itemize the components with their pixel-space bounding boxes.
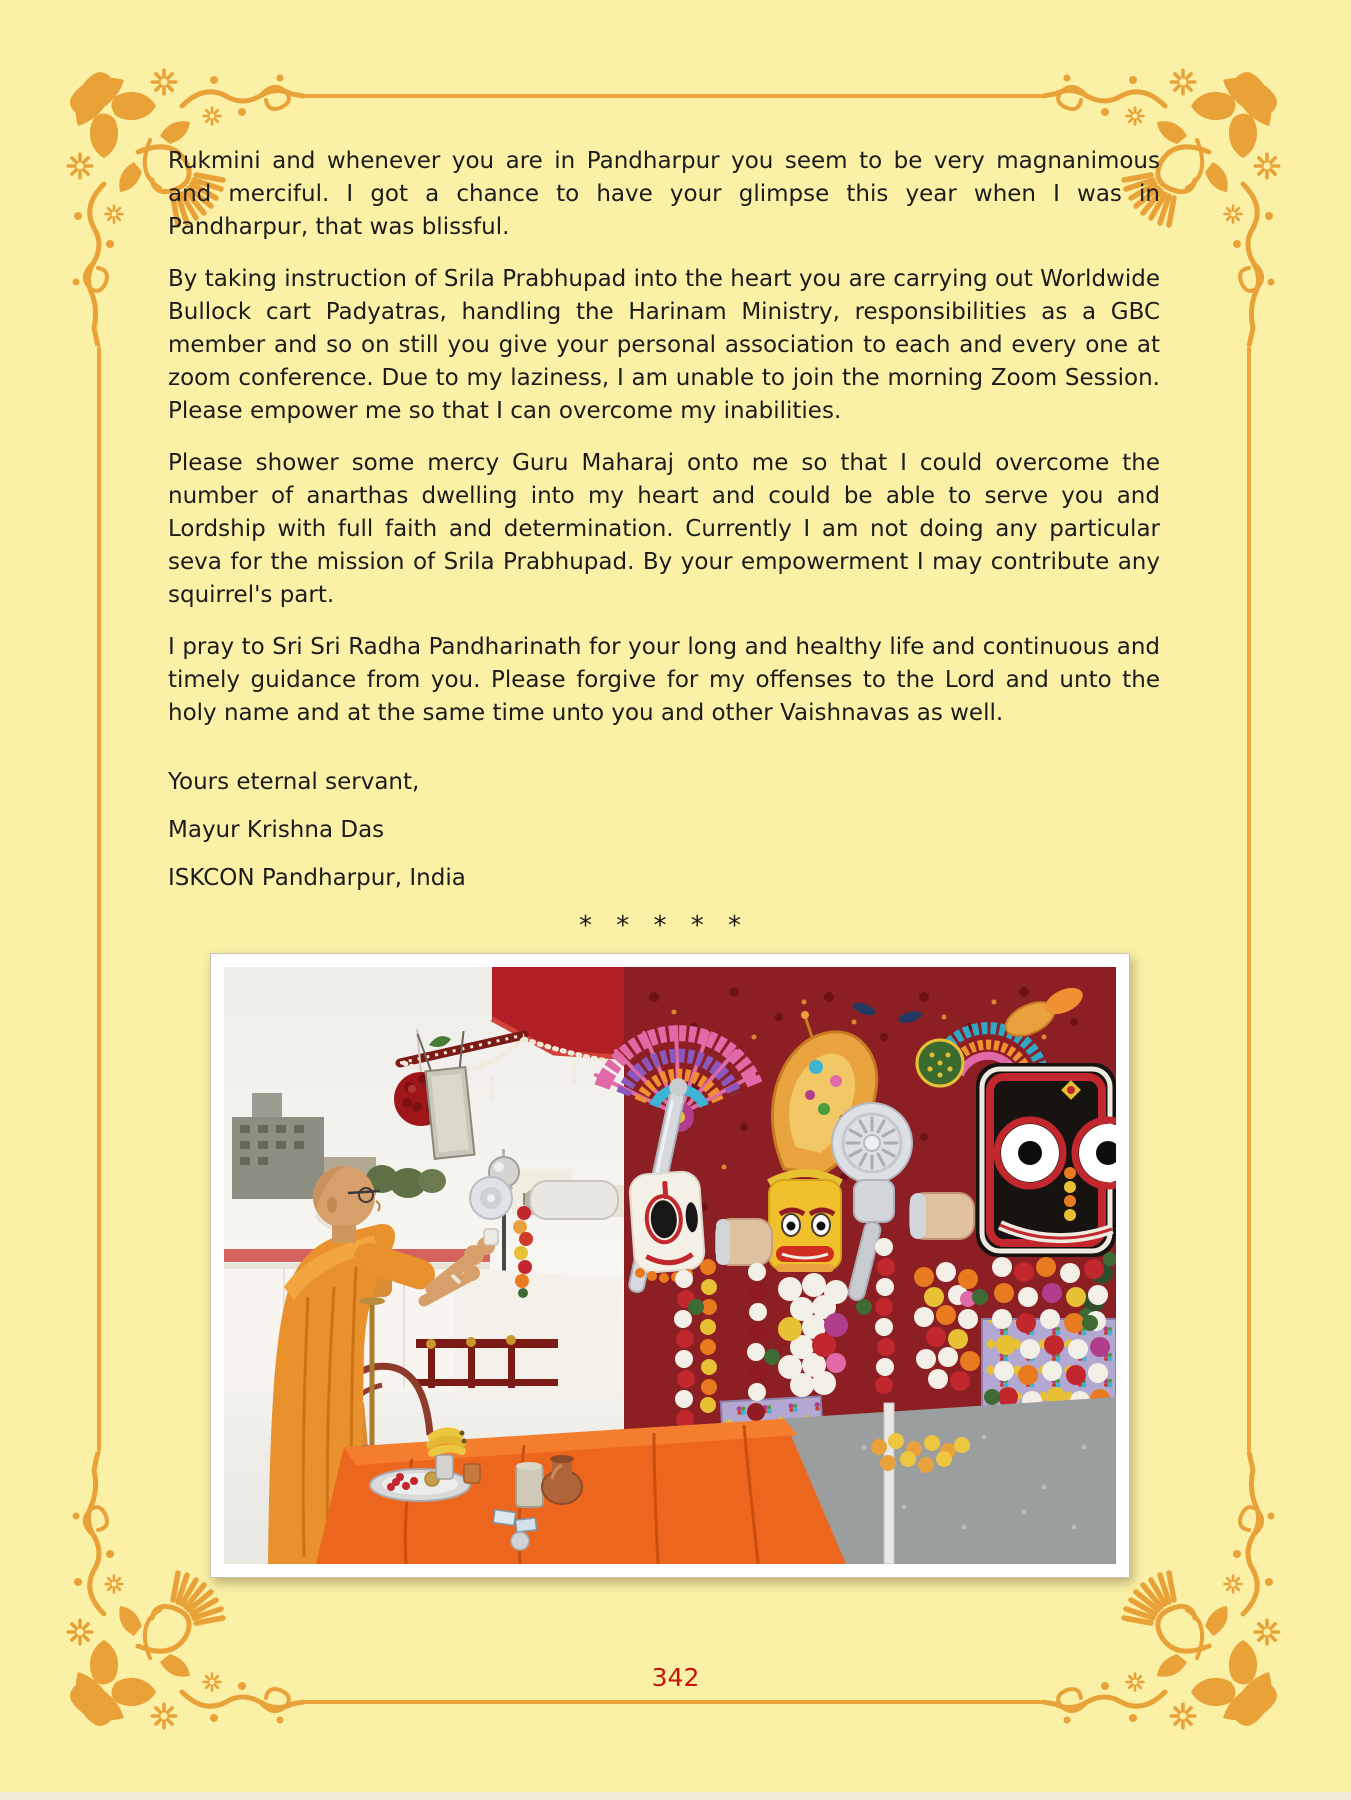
- border-line-bottom: [302, 1700, 1044, 1704]
- section-separator: * * * * *: [578, 911, 750, 941]
- closing-line: Yours eternal servant,: [168, 769, 420, 795]
- photo-frame: [210, 953, 1130, 1578]
- border-line-left: [97, 346, 101, 1452]
- letter-body: [168, 145, 1160, 943]
- closing-line: ISKCON Pandharpur, India: [168, 865, 466, 891]
- border-line-right: [1247, 346, 1251, 1452]
- page-edge-strip: [0, 1792, 1351, 1800]
- letter-paragraph: By taking instruction of Srila Prabhupad into the heart you are carrying out Worldwide Bullock cart Padyatras, handling the Harinam Ministry, responsibilities as a GBC member and so on still you give your personal association to each and every one at zoom conference. Due to my laziness, I am unable to join the morning Zoom Session. Please empower me so that I can overcome my inabilities.: [168, 266, 1160, 424]
- letter-paragraph: Rukmini and whenever you are in Pandharpur you seem to be very magnanimous and merciful. I got a chance to have your glimpse this year when I was in Pandharpur, that was blissful.: [168, 148, 1160, 240]
- letter-paragraph: Please shower some mercy Guru Maharaj onto me so that I could overcome the number of anarthas dwelling into my heart and could be able to serve you and Lordship with full faith and determination. Currently I am not doing any particular seva for the mission of Srila Prabhupad. By your empowerment I may contribute any squirrel's part.: [168, 450, 1160, 608]
- letter-closing: [168, 766, 1160, 895]
- page-number: 342: [651, 1663, 700, 1692]
- letter-paragraph: I pray to Sri Sri Radha Pandharinath for your long and healthy life and continuous and timely guidance from you. Please forgive for my offenses to the Lord and unto the holy name and at the same time unto you and other Vaishnavas as well.: [168, 634, 1160, 726]
- closing-line: Mayur Krishna Das: [168, 817, 385, 843]
- border-line-top: [302, 94, 1044, 98]
- photo-jagannath-worship: [224, 967, 1116, 1564]
